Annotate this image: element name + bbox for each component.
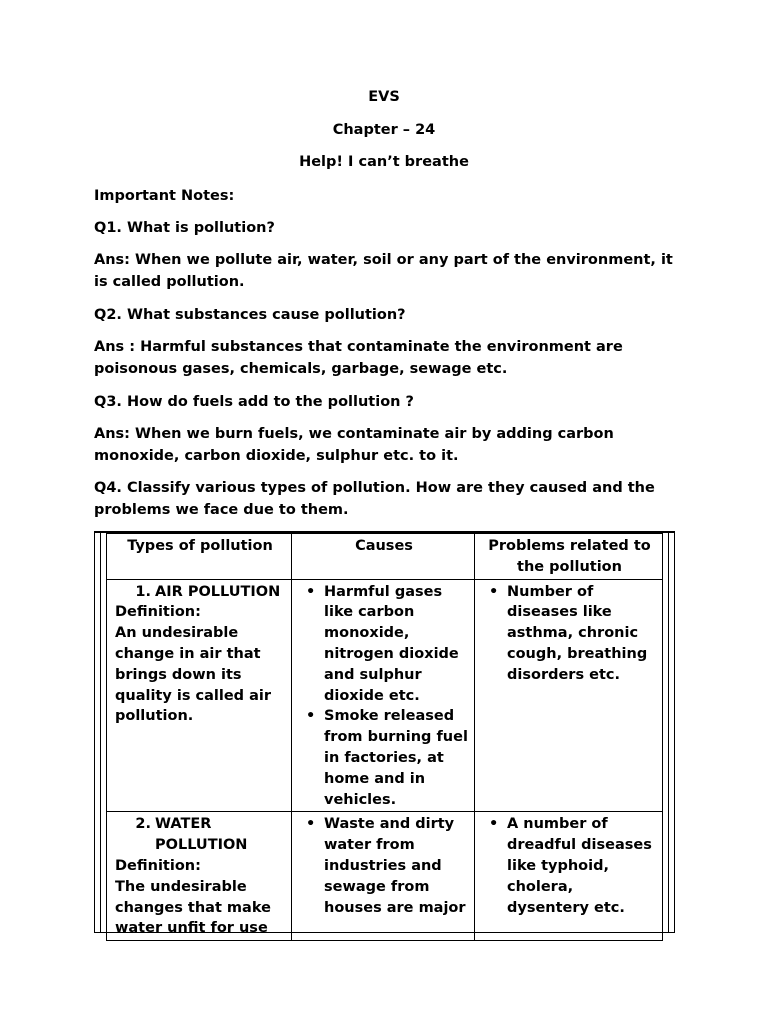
pollution-table bbox=[106, 533, 663, 941]
frame-line bbox=[100, 531, 101, 933]
frame-line bbox=[668, 531, 669, 933]
definition-label: Definition: bbox=[115, 857, 201, 874]
type-title-continued: POLLUTION bbox=[155, 837, 248, 854]
list-item: • Waste and dirty water from industries and sewage from houses are major bbox=[300, 814, 468, 918]
answer-3: Ans: When we burn fuels, we contaminate air by adding carbon monoxide, carbon dioxide, sulphur etc. to it. bbox=[94, 426, 614, 464]
header-types: Types of pollution bbox=[107, 534, 292, 580]
table-header-row bbox=[107, 534, 663, 580]
list-item: • A number of dreadful diseases like typhoid, cholera, dysentery etc. bbox=[483, 814, 656, 918]
problems-cell bbox=[475, 579, 663, 812]
question-3: Q3. How do fuels add to the pollution ? bbox=[94, 394, 414, 410]
type-title: 2. WATER bbox=[135, 816, 212, 833]
chapter-heading: Chapter – 24 bbox=[332, 122, 436, 138]
table-row bbox=[107, 812, 663, 941]
notes-heading: Important Notes: bbox=[94, 188, 235, 204]
answer-2: Ans : Harmful substances that contaminate the environment are poisonous gases, chemicals, garbage, sewage etc. bbox=[94, 339, 623, 377]
header-causes: Causes bbox=[292, 534, 475, 580]
header-problems: Problems related to the pollution bbox=[475, 534, 663, 580]
pollution-table-frame bbox=[94, 531, 675, 937]
subject-heading: EVS bbox=[368, 89, 400, 105]
frame-line bbox=[674, 531, 675, 933]
definition-text: An undesirable change in air that brings down its quality is called air pollution. bbox=[115, 625, 271, 725]
problems-cell bbox=[475, 812, 663, 941]
question-1: Q1. What is pollution? bbox=[94, 220, 275, 236]
frame-line bbox=[94, 531, 95, 933]
list-item: • Harmful gases like carbon monoxide, nitrogen dioxide and sulphur dioxide etc. bbox=[300, 582, 468, 707]
type-cell bbox=[107, 812, 292, 941]
definition-label: Definition: bbox=[115, 604, 201, 621]
list-item: • Number of diseases like asthma, chronic cough, breathing disorders etc. bbox=[483, 582, 656, 686]
list-item: • Smoke released from burning fuel in factories, at home and in vehicles. bbox=[300, 706, 468, 810]
causes-cell bbox=[292, 579, 475, 812]
answer-1: Ans: When we pollute air, water, soil or any part of the environment, it is called pollution. bbox=[94, 252, 673, 290]
definition-text: The undesirable changes that make water unfit for use bbox=[115, 878, 271, 937]
question-2: Q2. What substances cause pollution? bbox=[94, 307, 406, 323]
question-4: Q4. Classify various types of pollution. How are they caused and the problems we face due to them. bbox=[94, 480, 655, 518]
causes-cell bbox=[292, 812, 475, 941]
chapter-title: Help! I can’t breathe bbox=[299, 154, 469, 170]
type-cell bbox=[107, 579, 292, 812]
table-row bbox=[107, 579, 663, 812]
type-title: 1. AIR POLLUTION bbox=[135, 583, 281, 600]
